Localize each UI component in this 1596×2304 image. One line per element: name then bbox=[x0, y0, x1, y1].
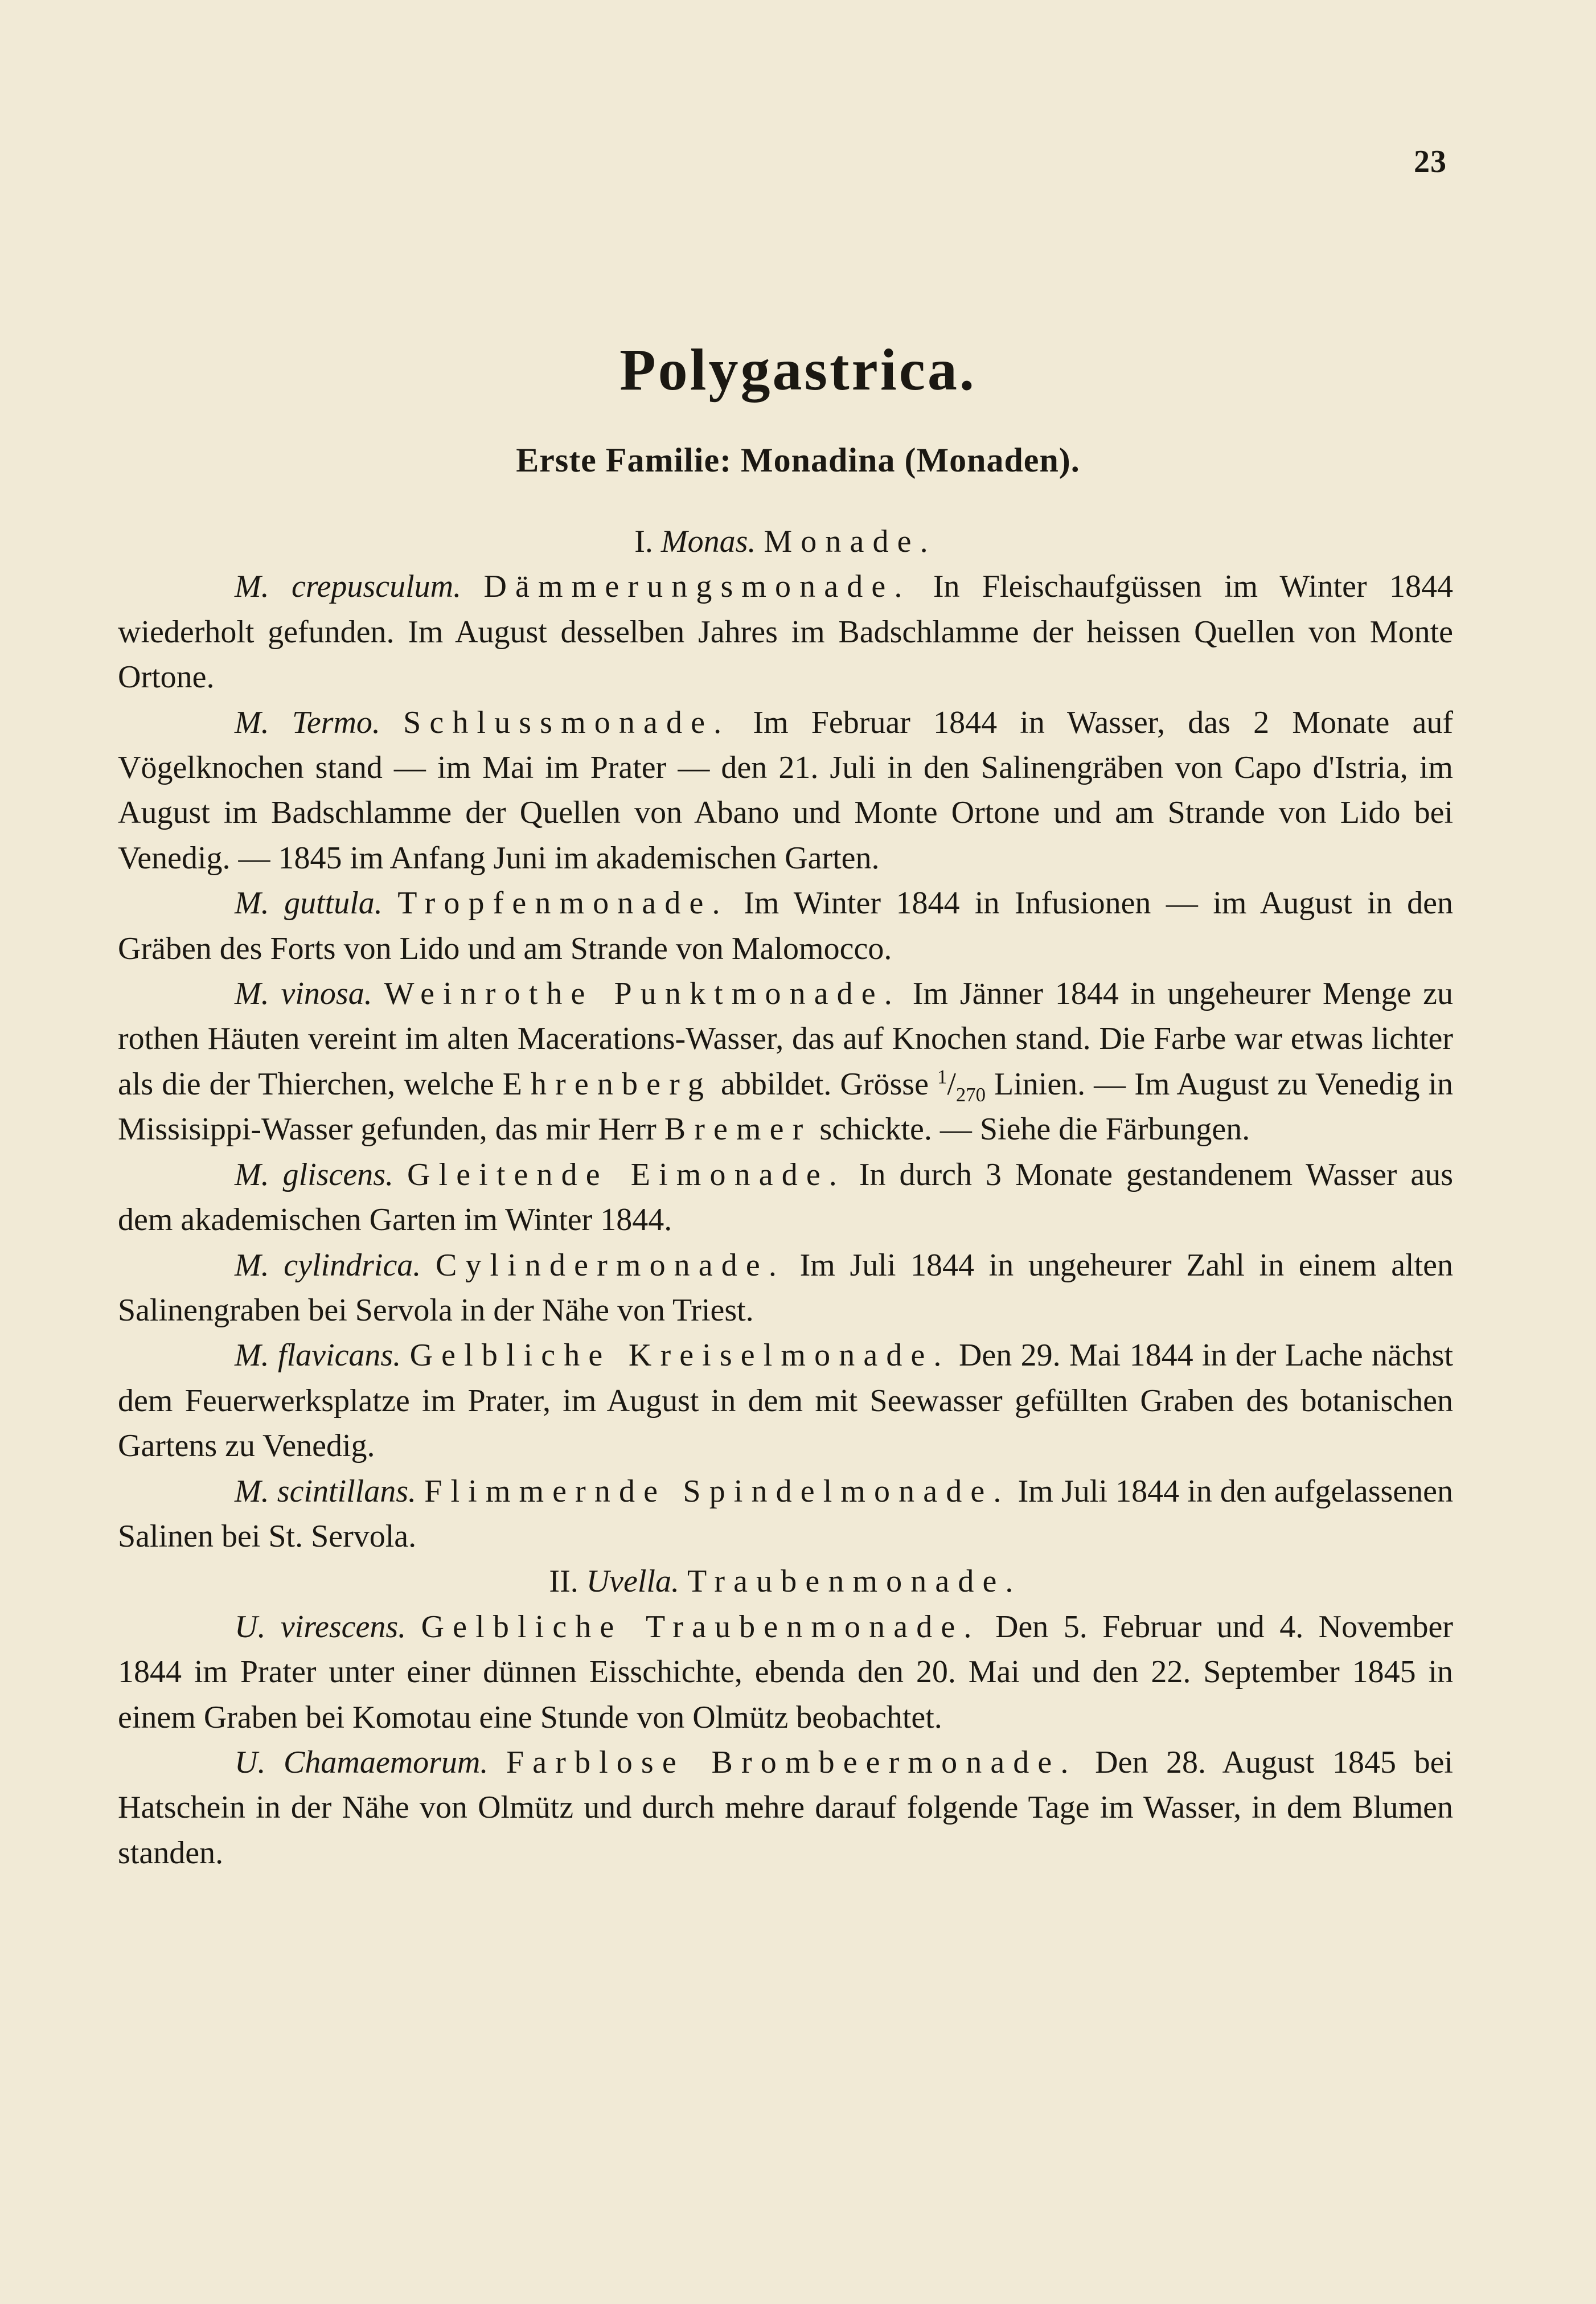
family-heading: Erste Familie: Monadina (Monaden). bbox=[516, 441, 1080, 479]
species-entry-scintillans bbox=[118, 1469, 1453, 1560]
genus-german-name: Monade. bbox=[764, 524, 937, 559]
entry-text: Im Jänner 1844 in ungeheurer Menge zu rothen Häuten vereint im alten Macerations-Wasser, das auf Knochen stand. Die Farbe war etwas lichter als die der Thierchen, welche bbox=[118, 976, 1454, 1102]
species-name: M. cylindrica. bbox=[235, 1247, 421, 1283]
species-name: M. guttula. bbox=[235, 885, 383, 921]
entry-text: Den 5. Februar und 4. November 1844 im Prater unter einer dünnen Eisschichte, ebenda den 20. Mai und den 22. September 1845 in einem Graben bei Komotau eine Stunde von Olmütz beobachtet. bbox=[118, 1609, 1454, 1735]
entry-text: In durch 3 Monate gestandenem Wasser aus dem akademischen Garten im Winter 1844. bbox=[118, 1157, 1454, 1238]
species-name: U. virescens. bbox=[235, 1609, 407, 1645]
species-name: M. scintillans. bbox=[235, 1473, 417, 1509]
vernacular-name: Schlussmonade. bbox=[403, 704, 731, 740]
vernacular-name: Dämmerungsmonade. bbox=[483, 569, 911, 605]
entry-text: Linien. — Im August zu Venedig in Missisippi-Wasser gefunden, das mir Herr bbox=[118, 1066, 1454, 1147]
species-entry-crepusculum bbox=[118, 564, 1453, 700]
entry-text: Im Februar 1844 in Wasser, das 2 Monate auf Vögelknochen stand — im Mai im Prater — den 21. Juli in den Salinengräben von Capo d'Istria, im August im Badschlamme der Quellen von Abano und Monte Ortone und am Strande von Lido bei Venedig. — 1845 im Anfang Juni im akademischen Garten. bbox=[118, 704, 1454, 876]
page-number: 23 bbox=[1414, 144, 1447, 179]
vernacular-name: Gelbliche Kreiselmonade. bbox=[409, 1338, 950, 1374]
entry-text: schickte. — Siehe die Färbungen. bbox=[819, 1112, 1250, 1147]
genus-german-name: Traubenmonade. bbox=[687, 1564, 1022, 1600]
entry-text: Im Juli 1844 in ungeheurer Zahl in einem alten Salinengraben bei Servola in der Nähe von Triest. bbox=[118, 1247, 1454, 1328]
person-name-bremer: Bremer bbox=[664, 1112, 812, 1147]
species-entry-cylindrica bbox=[118, 1243, 1453, 1334]
entry-text: abbildet. Grösse bbox=[721, 1066, 929, 1102]
entry-text: Den 28. August 1845 bei Hatschein in der Nähe von Olmütz und durch mehre darauf folgende Tage im Wasser, in dem Blumen standen. bbox=[118, 1744, 1453, 1871]
genus-numeral: I. bbox=[634, 524, 653, 559]
body-text bbox=[118, 519, 1453, 1876]
species-name: M. vinosa. bbox=[235, 976, 372, 1012]
species-entry-guttula bbox=[118, 881, 1453, 971]
species-name: M. gliscens. bbox=[235, 1157, 394, 1192]
genus-heading-uvella bbox=[118, 1559, 1453, 1604]
genus-numeral: II. bbox=[549, 1564, 579, 1600]
size-fraction: $^1/_{270}$ bbox=[937, 1065, 986, 1106]
species-entry-flavicans bbox=[118, 1333, 1453, 1469]
vernacular-name: Tropfenmonade. bbox=[397, 885, 729, 921]
genus-latin-name: Uvella. bbox=[586, 1564, 679, 1600]
species-entry-chamaemorum bbox=[118, 1740, 1453, 1876]
vernacular-name: Farblose Brombeermonade. bbox=[506, 1744, 1077, 1780]
species-name: M. Termo. bbox=[235, 704, 380, 740]
entry-text: Den 29. Mai 1844 in der Lache nächst dem Feuerwerksplatze im Prater, im August in dem mit Seewasser gefüllten Graben des botanischen Gartens zu Venedig. bbox=[118, 1338, 1454, 1464]
author-name-ehrenberg: Ehrenberg bbox=[502, 1066, 713, 1102]
entry-text: Im Juli 1844 in den aufgelassenen Salinen bei St. Servola. bbox=[118, 1473, 1454, 1554]
vernacular-name: Flimmernde Spindelmonade. bbox=[424, 1473, 1010, 1509]
species-entry-termo bbox=[118, 700, 1453, 882]
vernacular-name: Gelbliche Traubenmonade. bbox=[421, 1609, 980, 1645]
species-name: U. Chamaemorum. bbox=[235, 1744, 489, 1780]
section-title: Polygastrica. bbox=[619, 337, 977, 403]
vernacular-name: Gleitende Eimonade. bbox=[407, 1157, 846, 1192]
species-entry-vinosa bbox=[118, 971, 1453, 1153]
entry-text: In Fleischaufgüssen im Winter 1844 wiederholt gefunden. Im August desselben Jahres im Badschlamme der heissen Quellen von Monte Ortone. bbox=[118, 569, 1454, 695]
genus-heading-monas bbox=[118, 519, 1453, 564]
species-name: M. crepusculum. bbox=[235, 569, 462, 605]
vernacular-name: Cylindermonade. bbox=[435, 1247, 785, 1283]
species-entry-virescens bbox=[118, 1605, 1453, 1740]
genus-latin-name: Monas. bbox=[660, 524, 756, 559]
entry-text: Im Winter 1844 in Infusionen — im August in den Gräben des Forts von Lido und am Strande von Malomocco. bbox=[118, 885, 1453, 966]
species-entry-gliscens bbox=[118, 1153, 1453, 1243]
fraction-numerator: 1 bbox=[937, 1065, 947, 1088]
species-name: M. flavicans. bbox=[235, 1338, 401, 1374]
vernacular-name: Weinrothe Punktmonade. bbox=[384, 976, 901, 1012]
fraction-denominator: 270 bbox=[955, 1084, 986, 1106]
